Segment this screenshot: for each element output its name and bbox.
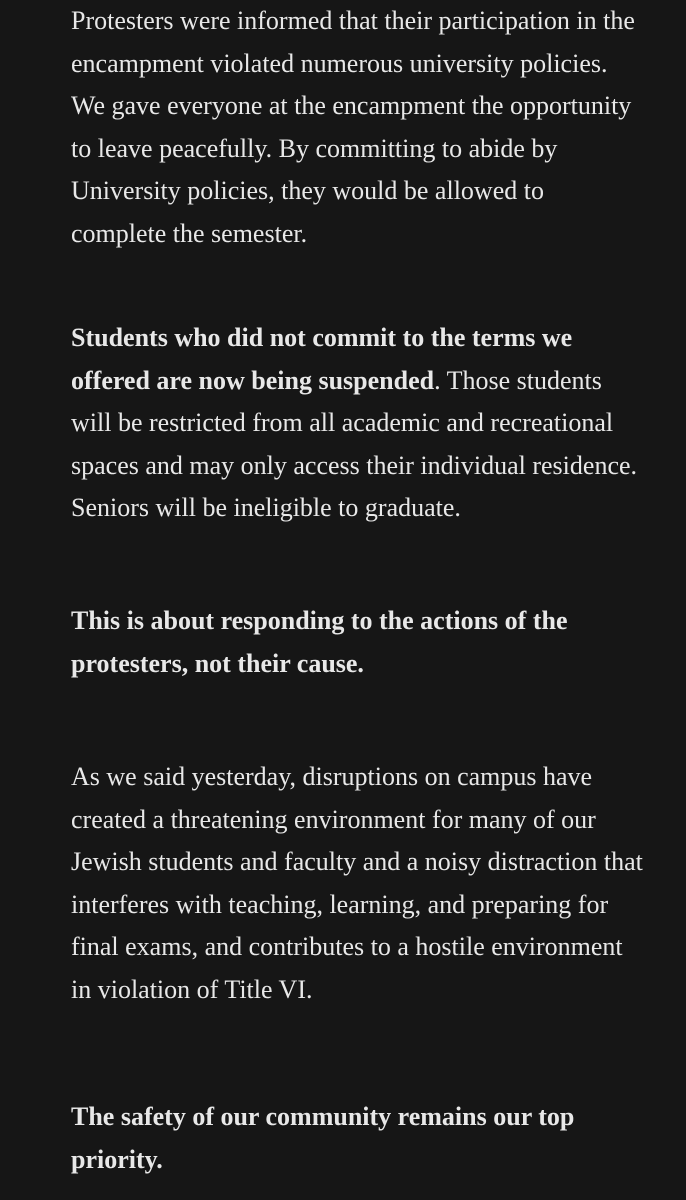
paragraph-title-vi: As we said yesterday, disruptions on campus have created a threatening environment for many of our Jewish students and faculty and a noisy distraction that interferes with teaching, learning, and preparing for final exams, and contributes to a hostile environment in violation of Title VI. bbox=[71, 762, 643, 1004]
suspension-details: . Those students will be restricted from all academic and recreational spaces and may only access their individual residence. Seniors will be ineligible to graduate. bbox=[71, 365, 638, 522]
suspension-emphasis: Students who did not commit to the terms we offered are now being suspended bbox=[71, 323, 573, 395]
paragraph-suspension bbox=[71, 317, 637, 530]
paragraph-actions-not-cause: This is about responding to the actions of the protesters, not their cause. bbox=[71, 606, 568, 678]
paragraph-safety-priority: The safety of our community remains our top priority. bbox=[71, 1102, 575, 1174]
paragraph-policy-violation: Protesters were informed that their participation in the encampment violated numerous university policies. We gave everyone at the encampment the opportunity to leave peacefully. By committing to abide by University policies, they would be allowed to complete the semester. bbox=[71, 6, 635, 248]
